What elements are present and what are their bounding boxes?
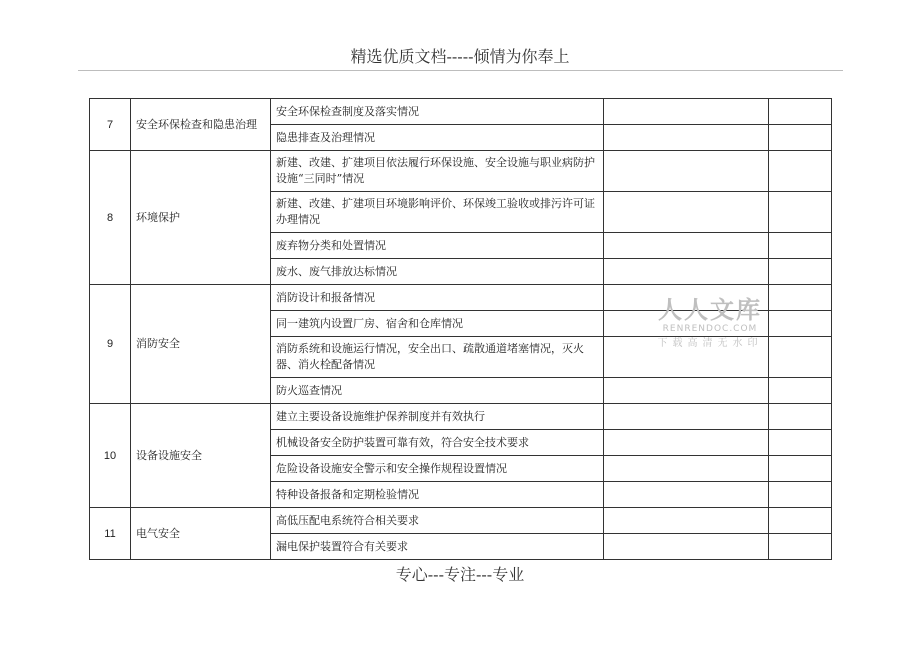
remark-cell <box>769 430 832 456</box>
remark-cell <box>769 192 832 233</box>
result-cell <box>604 192 769 233</box>
watermark-subtitle: 下载高清无水印 <box>657 338 763 349</box>
item-number: 8 <box>90 151 131 285</box>
item-number: 7 <box>90 99 131 151</box>
table-row <box>90 151 832 192</box>
result-cell <box>604 125 769 151</box>
category-cell: 环境保护 <box>131 151 271 285</box>
item-number: 10 <box>90 404 131 508</box>
result-cell <box>604 534 769 560</box>
remark-cell <box>769 233 832 259</box>
page-header-title: 精选优质文档-----倾情为你奉上 <box>350 47 570 66</box>
check-item: 废水、废气排放达标情况 <box>271 259 604 285</box>
check-item: 同一建筑内设置厂房、宿舍和仓库情况 <box>271 311 604 337</box>
check-item: 特种设备报备和定期检验情况 <box>271 482 604 508</box>
result-cell <box>604 404 769 430</box>
remark-cell <box>769 378 832 404</box>
check-item: 新建、改建、扩建项目依法履行环保设施、安全设施与职业病防护设施“三同时”情况 <box>271 151 604 192</box>
table-row <box>90 99 832 125</box>
category-cell: 电气安全 <box>131 508 271 560</box>
remark-cell <box>769 285 832 311</box>
check-item: 废弃物分类和处置情况 <box>271 233 604 259</box>
remark-cell <box>769 151 832 192</box>
remark-cell <box>769 534 832 560</box>
remark-cell <box>769 482 832 508</box>
table-row <box>90 404 832 430</box>
watermark-title: 人人文库 <box>658 296 762 324</box>
remark-cell <box>769 456 832 482</box>
check-item: 高低压配电系统符合相关要求 <box>271 508 604 534</box>
remark-cell <box>769 404 832 430</box>
check-item: 漏电保护装置符合有关要求 <box>271 534 604 560</box>
result-cell <box>604 378 769 404</box>
result-cell <box>604 259 769 285</box>
check-item: 危险设备设施安全警示和安全操作规程设置情况 <box>271 456 604 482</box>
category-cell: 安全环保检查和隐患治理 <box>131 99 271 151</box>
result-cell <box>604 233 769 259</box>
category-cell: 设备设施安全 <box>131 404 271 508</box>
watermark-domain: RENRENDOC.COM <box>662 324 758 334</box>
check-item: 新建、改建、扩建项目环境影响评价、环保竣工验收或排污许可证办理情况 <box>271 192 604 233</box>
check-item: 消防设计和报备情况 <box>271 285 604 311</box>
item-number: 9 <box>90 285 131 404</box>
check-item: 消防系统和设施运行情况，安全出口、疏散通道堵塞情况，灭火器、消火栓配备情况 <box>271 337 604 378</box>
check-item: 安全环保检查制度及落实情况 <box>271 99 604 125</box>
header-divider <box>78 70 843 71</box>
watermark <box>646 296 774 351</box>
check-item: 机械设备安全防护装置可靠有效，符合安全技术要求 <box>271 430 604 456</box>
result-cell <box>604 151 769 192</box>
remark-cell <box>769 259 832 285</box>
result-cell <box>604 482 769 508</box>
remark-cell <box>769 99 832 125</box>
check-item: 隐患排查及治理情况 <box>271 125 604 151</box>
check-item: 防火巡查情况 <box>271 378 604 404</box>
result-cell <box>604 99 769 125</box>
category-cell: 消防安全 <box>131 285 271 404</box>
result-cell <box>604 508 769 534</box>
check-item: 建立主要设备设施维护保养制度并有效执行 <box>271 404 604 430</box>
remark-cell <box>769 337 832 378</box>
remark-cell <box>769 125 832 151</box>
item-number: 11 <box>90 508 131 560</box>
result-cell <box>604 430 769 456</box>
result-cell <box>604 456 769 482</box>
remark-cell <box>769 311 832 337</box>
page-footer-text: 专心---专注---专业 <box>395 565 525 584</box>
remark-cell <box>769 508 832 534</box>
table-row <box>90 508 832 534</box>
